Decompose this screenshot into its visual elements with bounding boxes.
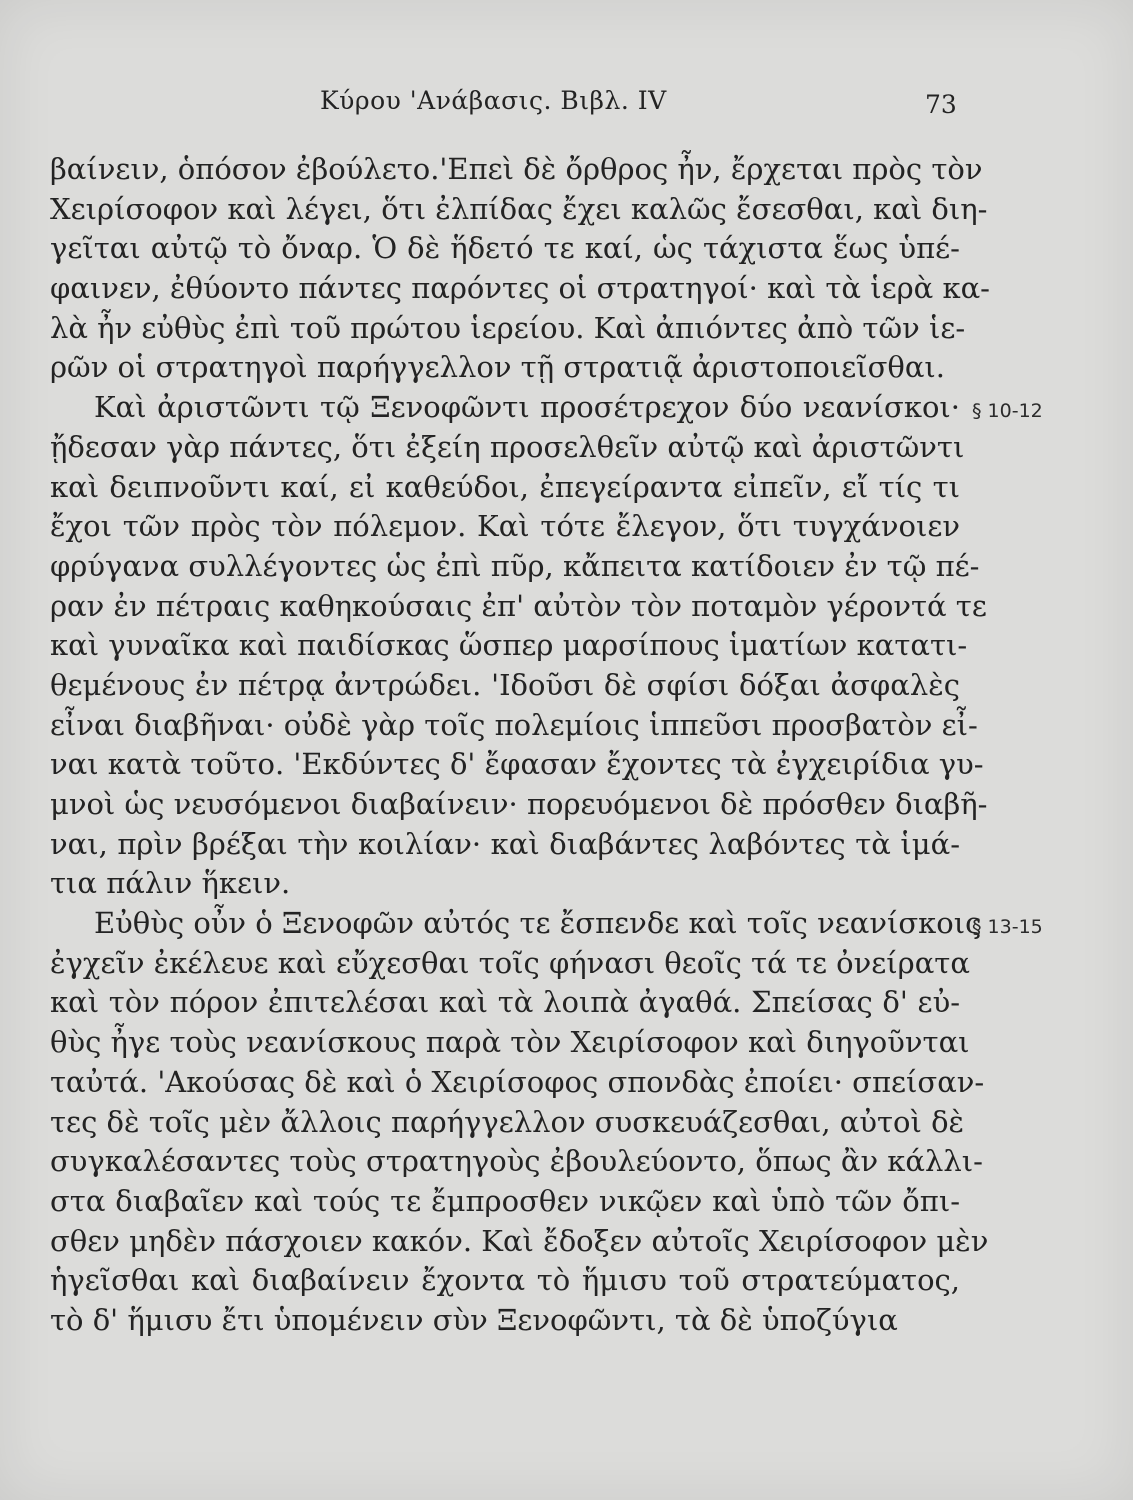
text-line: ναι, πρὶν βρέξαι τὴν κοιλίαν· καὶ διαβάντες λαβόντες τὰ ἱμά- [50, 826, 960, 861]
text-line: λὰ ἦν εὐθὺς ἐπὶ τοῦ πρώτου ἱερείου. Καὶ ἀπιόντες ἀπὸ τῶν ἱε- [50, 310, 966, 345]
text-line: ραν ἐν πέτραις καθηκούσαις ἐπ' αὐτὸν τὸν ποταμὸν γέροντά τε [50, 588, 987, 623]
text-line: βαίνειν, ὁπόσον ἐβούλετο.'Επεὶ δὲ ὄρθρος ἦν, ἔρχεται πρὸς τὸν [50, 152, 983, 186]
text-line: θεμένους ἐν πέτρᾳ ἀντρώδει. 'Ιδοῦσι δὲ σφίσι δόξαι ἀσφαλὲς [50, 667, 960, 702]
page-number: 73 [925, 90, 957, 119]
text-line: τια πάλιν ἥκειν. [50, 866, 291, 901]
text-line: θὺς ἦγε τοὺς νεανίσκους παρὰ τὸν Χειρίσοφον καὶ διηγοῦνται [50, 1025, 970, 1060]
text-line: ναι κατὰ τοῦτο. 'Εκδύντες δ' ἔφασαν ἔχοντες τὰ ἐγχειρίδια γυ- [50, 747, 984, 782]
text-line: ἡγεῖσθαι καὶ διαβαίνειν ἔχοντα τὸ ἥμισυ τοῦ στρατεύματος, [50, 1263, 960, 1298]
section-marker: § 10-12 [972, 400, 1043, 422]
text-line: ταὐτά. 'Ακούσας δὲ καὶ ὁ Χειρίσοφος σπονδὰς ἐποίει· σπείσαν- [50, 1064, 985, 1099]
text-line: καὶ δειπνοῦντι καί, εἰ καθεύδοι, ἐπεγείραντα εἰπεῖν, εἴ τίς τι [50, 469, 960, 504]
section-marker: § 13-15 [972, 916, 1043, 938]
text-line: καὶ γυναῖκα καὶ παιδίσκας ὥσπερ μαρσίπους ἱματίων κατατι- [50, 628, 968, 663]
text-line: ᾔδεσαν γὰρ πάντες, ὅτι ἐξείη προσελθεῖν αὐτῷ καὶ ἀριστῶντι [50, 429, 965, 464]
body-text [50, 150, 990, 1341]
text-line: καὶ τὸν πόρον ἐπιτελέσαι καὶ τὰ λοιπὰ ἀγαθά. Σπείσας δ' εὐ- [50, 985, 960, 1020]
text-line: σθεν μηδὲν πάσχοιεν κακόν. Καὶ ἔδοξεν αὐτοῖς Χειρίσοφον μὲν [50, 1223, 989, 1258]
text-line: μνοὶ ὡς νευσόμενοι διαβαίνειν· πορευόμενοι δὲ πρόσθεν διαβῆ- [50, 787, 988, 821]
paragraph-start-line: Εὐθὺς οὖν ὁ Ξενοφῶν αὐτός τε ἔσπενδε καὶ τοῖς νεανίσκοις [94, 906, 982, 941]
paragraph-start-line: Καὶ ἀριστῶντι τῷ Ξενοφῶντι προσέτρεχον δύο νεανίσκοι· [94, 390, 960, 425]
text-line: στα διαβαῖεν καὶ τούς τε ἔμπροσθεν νικῷεν καὶ ὑπὸ τῶν ὄπι- [50, 1183, 960, 1218]
text-line: συγκαλέσαντες τοὺς στρατηγοὺς ἐβουλεύοντο, ὅπως ἂν κάλλι- [50, 1144, 983, 1179]
text-line: ἐγχεῖν ἐκέλευε καὶ εὔχεσθαι τοῖς φήνασι θεοῖς τά τε ὀνείρατα [50, 945, 970, 980]
text-line: φαινεν, ἐθύοντο πάντες παρόντες οἱ στρατηγοί· καὶ τὰ ἱερὰ κα- [50, 271, 990, 306]
text-line: γεῖται αὐτῷ τὸ ὄναρ. Ὁ δὲ ἥδετό τε καί, ὡς τάχιστα ἕως ὑπέ- [50, 231, 960, 266]
text-line: τες δὲ τοῖς μὲν ἄλλοις παρήγγελλον συσκευάζεσθαι, αὐτοὶ δὲ [50, 1104, 965, 1139]
page-header [0, 86, 1133, 126]
text-line: ἔχοι τῶν πρὸς τὸν πόλεμον. Καὶ τότε ἔλεγον, ὅτι τυγχάνοιεν [50, 509, 960, 544]
text-line: φρύγανα συλλέγοντες ὡς ἐπὶ πῦρ, κἄπειτα κατίδοιεν ἐν τῷ πέ- [50, 548, 980, 583]
running-head: Κύρου 'Ανάβασις. Βιβλ. IV [320, 86, 667, 115]
text-line: εἶναι διαβῆναι· οὐδὲ γὰρ τοῖς πολεμίοις ἱππεῦσι προσβατὸν εἶ- [50, 707, 978, 742]
text-line: Χειρίσοφον καὶ λέγει, ὅτι ἐλπίδας ἔχει καλῶς ἔσεσθαι, καὶ διη- [50, 191, 988, 226]
text-line: τὸ δ' ἥμισυ ἔτι ὑπομένειν σὺν Ξενοφῶντι, τὰ δὲ ὑποζύγια [50, 1302, 898, 1337]
text-line: ρῶν οἱ στρατηγοὶ παρήγγελλον τῇ στρατιᾷ ἀριστοποιεῖσθαι. [50, 350, 946, 385]
